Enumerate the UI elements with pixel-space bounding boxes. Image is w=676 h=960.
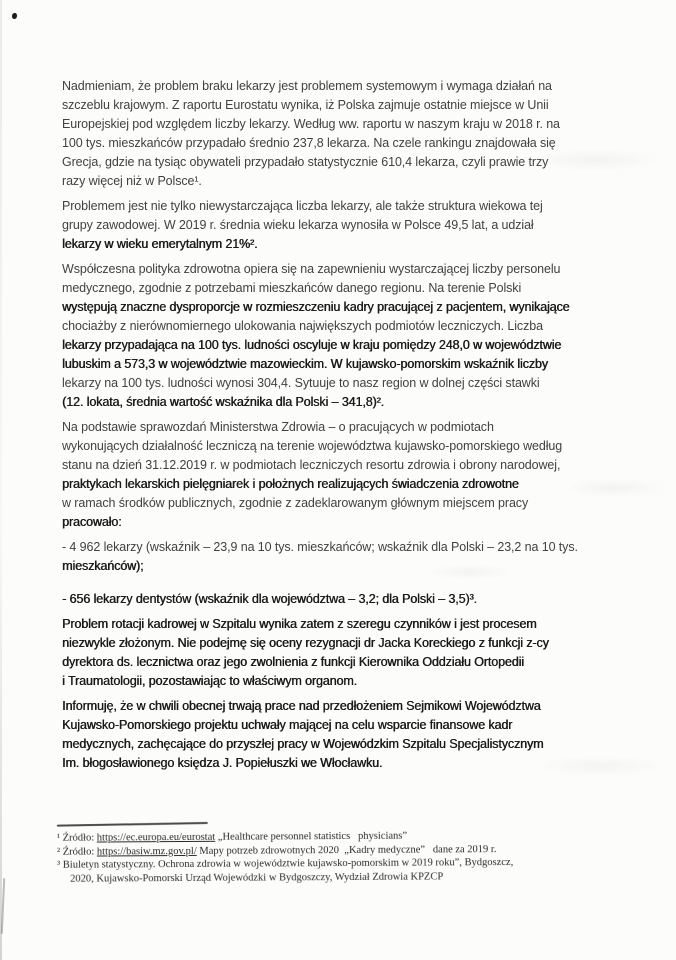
footnote-link: https://ec.europa.eu/eurostat xyxy=(96,831,216,844)
text-line: medycznych, zachęcające do przyszłej pracy w Wojewódzkim Szpitalu Specjalistycznym xyxy=(62,737,544,751)
text-line: w ramach środków publicznych, zgodnie z zadeklarowanym głównym miejscem pracy xyxy=(62,496,529,510)
text-line: mieszkańców); xyxy=(62,559,144,573)
text-line: (12. lokata, średnia wartość wskaźnika dla Polski – 341,8)². xyxy=(62,395,384,409)
text-line: lekarzy przypadająca na 100 tys. ludności oscyluje w kraju pomiędzy 248,0 w województwie xyxy=(62,338,562,352)
paragraph-health-policy xyxy=(62,260,622,412)
footnote-text: ² Źródło: xyxy=(56,846,97,858)
text-line: szczeblu krajowym. Z raportu Eurostatu wynika, iż Polska zajmuje ostatnie miejsce w Unii xyxy=(62,98,549,112)
text-line: medycznego, zgodnie z potrzebami mieszkańców danego regionu. Na terenie Polski xyxy=(62,281,522,295)
document-body xyxy=(62,77,622,779)
bullet-doctors-count xyxy=(62,538,622,576)
text-line: lekarzy na 100 tys. ludności wynosi 304,4. Sytuuje to nasz region w dolnej części stawki xyxy=(62,376,540,390)
footnote-3-line-2 xyxy=(70,869,637,886)
footnote-text: ¹ Źródło: xyxy=(56,832,97,844)
scan-edge-artifact xyxy=(0,0,2,960)
text-line: lekarzy w wieku emerytalnym 21%². xyxy=(62,237,258,251)
footnotes-section xyxy=(57,820,637,886)
footnote-text: „Healthcare personnel statistics physicians” xyxy=(215,830,408,843)
paragraph-financial-support xyxy=(62,697,622,773)
footnote-text: Mapy potrzeb zdrowotnych 2020 „Kadry medyczne” dane za 2019 r. xyxy=(196,843,497,857)
text-line: Problemem jest nie tylko niewystarczająca liczba lekarzy, ale także struktura wiekowa tej xyxy=(62,199,543,213)
bullet-dentists-count xyxy=(62,590,622,609)
text-line: pracowało: xyxy=(62,515,122,529)
paragraph-age-structure xyxy=(62,197,622,254)
text-line: Kujawsko-Pomorskiego projektu uchwały mającej na celu wsparcie finansowe kadr xyxy=(62,718,513,732)
text-line: chociażby z nierównomiernego ulokowania największych podmiotów leczniczych. Liczba xyxy=(62,319,543,333)
footnote-separator xyxy=(57,822,208,827)
text-line: Nadmieniam, że problem braku lekarzy jest problemem systemowym i wymaga działań na xyxy=(62,79,552,93)
text-line: dyrektora ds. lecznictwa oraz jego zwolnienia z funkcji Kierownika Oddziału Ortopedii xyxy=(62,655,524,669)
text-line: 100 tys. mieszkańców przypadało średnio 237,8 lekarza. Na czele rankingu znajdowała się xyxy=(62,136,556,150)
text-line: Współczesna polityka zdrowotna opiera się na zapewnieniu wystarczającej liczby personelu xyxy=(62,262,561,276)
text-line: i Traumatologii, pozostawiając to właściwym organom. xyxy=(62,674,357,688)
text-line: razy więcej niż w Polsce¹. xyxy=(62,174,202,188)
footnote-link: https://basiw.mz.gov.pl/ xyxy=(96,845,197,858)
text-line: Problem rotacji kadrowej w Szpitalu wynika zatem z szeregu czynników i jest procesem xyxy=(62,617,537,631)
text-line: występują znaczne dysproporcje w rozmieszczeniu kadry pracującej z pacjentem, wynikające xyxy=(62,300,570,314)
text-line: Na podstawie sprawozdań Ministerstwa Zdrowia – o pracujących w podmiotach xyxy=(62,420,494,434)
text-line: grupy zawodowej. W 2019 r. średnia wieku lekarza wynosiła w Polsce 49,5 lat, a udział xyxy=(62,218,534,232)
text-line: praktykach lekarskich pielęgniarek i położnych realizujących świadczenia zdrowotne xyxy=(62,477,519,491)
paragraph-ministry-reports xyxy=(62,418,622,532)
text-line: Im. błogosławionego księdza J. Popiełuszki we Włocławku. xyxy=(62,756,383,770)
text-line: - 4 962 lekarzy (wskaźnik – 23,9 na 10 tys. mieszkańców; wskaźnik dla Polski – 23,2 na 10 tys. xyxy=(62,540,578,554)
footnote-text: 2020, Kujawsko-Pomorski Urząd Wojewódzki w Bydgoszczy, Wydział Zdrowia KPZCP xyxy=(70,870,444,885)
text-line: lubuskim a 573,3 w województwie mazowieckim. W kujawsko-pomorskim wskaźnik liczby xyxy=(62,357,548,371)
scan-dot-artifact xyxy=(12,13,17,19)
text-line: Europejskiej pod względem liczby lekarzy. Według ww. raportu w naszym kraju w 2018 r. na xyxy=(62,117,560,131)
text-line: Informuję, że w chwili obecnej trwają prace nad przedłożeniem Sejmikowi Województwa xyxy=(62,699,541,713)
text-line: stanu na dzień 31.12.2019 r. w podmiotach leczniczych resortu zdrowia i obrony narodowej, xyxy=(62,458,561,472)
text-line: Grecja, gdzie na tysiąc obywateli przypadało statystycznie 610,4 lekarza, czyli prawie trzy xyxy=(62,155,549,169)
paragraph-staff-rotation xyxy=(62,615,622,691)
text-line: niezwykle złożonym. Nie podejmę się oceny rezygnacji dr Jacka Koreckiego z funkcji z-cy xyxy=(62,636,549,650)
paragraph-doctor-shortage xyxy=(62,77,622,191)
text-line: wykonujących działalność leczniczą na terenie województwa kujawsko-pomorskiego według xyxy=(62,439,563,453)
text-line: - 656 lekarzy dentystów (wskaźnik dla województwa – 3,2; dla Polski – 3,5)³. xyxy=(62,592,477,606)
footnote-text: ³ Biuletyn statystyczny. Ochrona zdrowia w województwie kujawsko-pomorskim w 2019 roku”, Bydgoszcz, xyxy=(57,856,514,871)
